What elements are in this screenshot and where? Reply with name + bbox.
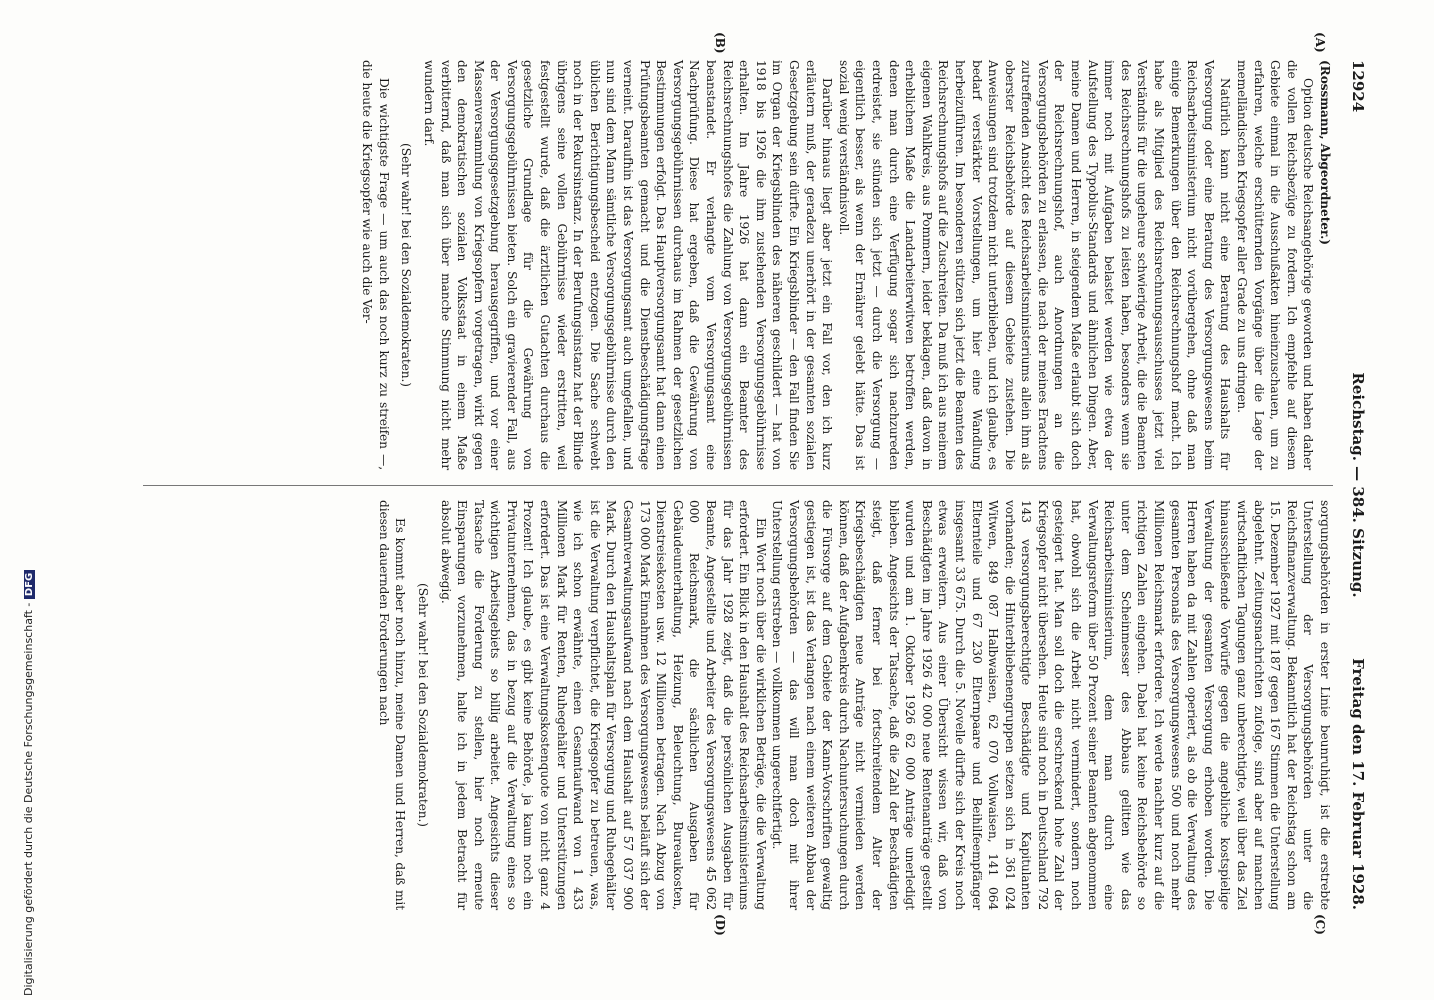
page-title: Reichstag. — 384. Sitzung. [1349,372,1367,598]
margin-marker-c: (C) [1313,914,1327,935]
margin-marker-b: (B) [713,32,727,54]
footer-text: Digitalisierung gefördert durch die Deutsche Forschungsgemeinschaft - [22,602,35,996]
interjection: (Sehr wahr! bei den Sozialdemokraten.) [399,143,414,387]
speaker-label: (Rossmann, Abgeordneter.) [1318,60,1332,245]
paragraph: Darüber hinaus liegt aber jetzt ein Fall vor, den ich kurz erläutern muß, der geradezu unerhört in der gesamten sozialen Gesetzgebung sein dürfte. Ein Kriegsblinder — den Fall finden Sie im Organ der Kriegsblinden des näheren geschildert — hat von 1918 bis 1926 die ihm zustehenden Versorgungsgebührnisse erhalten. Im Jahre 1926 hat dann ein Beamter des Reichsrechnungshofes die Zahlung von Versorgungsgebührnissen beanstandet. Er verlangte vom Versorgungsamt eine Nachprüfung. Diese hat ergeben, daß die Gewährung von Versorgungsgebührnissen durchaus im Rahmen der gesetzlichen Bestimmungen erfolgt. Das Hauptversorgungsamt hat dann einen Prüfungsbeamten gemacht und die Dienstbeschädigungsfrage verneint. Daraufhin ist das Versorgungsamt auch umgefallen, und nun sind dem Mann sämtliche Versorgungsgebührnisse durch den üblichen Berichtigungsbescheid entzogen. Die Sache schwebt noch in der Rekursinstanz. In der Berufungsinstanz hat der Blinde übrigens seine vollen Gebührnisse wieder erstritten, weil festgestellt wurde, daß die ärztlichen Gutachten durchaus die gesetzliche Grundlage für die Gewährung von Versorgungsgebührnissen bieten. Solch ein gravierender Fall, aus der Versorgungsgesetzgebung herausgegriffen, und vor einer Massenversammlung von Kriegsopfern vorgetragen, wirkt gegen den demokratischen sozialen Volksstaat in einem Maße verbitternd, daß man sich über manche Stimmung nicht mehr wundern darf. [421,60,835,470]
page-header [1343,60,1367,910]
interjection: (Sehr wahr! bei den Sozialdemokraten.) [415,583,430,827]
dfg-logo: DFG [24,570,35,599]
page-number: 12924 [1349,60,1367,113]
margin-marker-d: (D) [713,914,727,936]
paragraph: Ein Wort noch über die wirklichen Beträge, die die Verwaltung erfordert. Ein Blick in den Haushalt des Reichsarbeitsministeriums für das Jahr 1928 zeigt, daß die persönlichen Ausgaben für Beamte, Angestellte und Arbeiter des Versorgungswesens 45 062 000 Reichsmark, die sächlichen Ausgaben für Gebäudeunterhaltung, Heizung, Beleuchtung, Bureaukosten, Dienstreisekosten usw. 12 Millionen betragen. Nach Abzug von 173 000 Mark Einnahmen des Versorgungswesens beläuft sich der Gesamtverwaltungsaufwand nach dem Haushalt auf 57 037 900 Mark. Durch den Haushaltsplan für Versorgung und Ruhegehälter ist die Verwaltung verpflichtet, die Kriegsopfer zu betreuen, was, wie ich schon erwähnte, einen Gesamtaufwand von 1 433 Millionen Mark für Renten, Ruhegehälter und Unterstützungen erfordert. Das ist eine Verwaltungskostenquote von nicht ganz 4 Prozent! Ich glaube, es gibt keine Behörde, ja kaum noch ein Privatunternehmen, das in bezug auf die Verwaltung eines so wichtigen Arbeitsgebiets so billig arbeitet. Angesichts dieser Tatsache die Forderung zu stellen, hier noch erneute Einsparungen vorzunehmen, halte ich in jedem Betracht für absolut abwegig. [438,500,768,910]
rotated-document-page [127,32,1367,936]
margin-marker-a: (A) [1313,32,1327,53]
paragraph: Natürlich kann nicht eine Beratung des Haushalts für Versorgung oder eine Beratung des Versorgungswesens beim Reichsarbeitsministerium nicht vorübergehen, ohne daß man einige Bemerkungen über den Reichsrechnungshof macht. Ich habe als Mitglied des Reichsrechnungsausschusses jetzt viel Verständnis für die ungeheure schwierige Arbeit, die die Beamten des Reichsrechnungshofs zu leisten haben, besonders wenn sie immer noch mit Aufgaben belastet werden wie etwa der Aufstellung des Typoblus-Standards und ähnlichen Dingen. Aber, meine Damen und Herren, in steigendem Maße erlaubt sich doch der Reichsrechnungshof, auch Anordnungen an die Versorgungsbehörden zu erlassen, die nach der meines Erachtens zutreffenden Ansicht des Reichsarbeitsministeriums allein ihm als oberster Reichsbehörde auf diesem Gebiete zustehen. Die Anweisungen sind trotzdem nicht unterblieben, und ich glaube, es bedarf verstärkter Vorstellungen, um hier eine Wandlung herbeizuführen. Im besonderen stützen sich jetzt die Beamten des Reichsrechnungshofs auf die Zuschreiten. Da muß ich aus meinem eigenen Wahlkreis, aus Pommern, leider beklagen, daß davon in erheblichem Maße die Landarbeiterwitwen betroffen werden, denen man durch eine Verfügung sogar sich nachzureden erdreistet, sie stünden sich jetzt — durch die Versorgung — eigentlich besser, als wenn der Ernährer gelebt hätte. Das ist sozial wenig verständnisvoll. [836,60,1233,470]
digitization-footer [22,0,40,996]
paragraph: Die wichtigste Frage — um auch das noch kurz zu streifen —, die heute die Kriegsopfer wie auch die Ver- [360,60,391,470]
column-divider [143,485,1333,486]
page-date: Freitag den 17. Februar 1928. [1349,658,1367,910]
paragraph: Option deutsche Reichsangehörige geworden und haben daher die vollen Reichsbezüge zu fordern. Ich empfehle auf diesem Gebiete einmal in die Ausschußakten hineinzuschauen, um zu erfahren, welche erschütternden Vorgänge über die Lage der memelländischen Kriegsopfer aller Grade zu uns dringen. [1235,60,1316,470]
paragraph: sorgungsbehörden in erster Linie beunruhigt, ist die erstrebte Unterstellung der Versorgungsbehörden unter die Reichsfinanzverwaltung. Bekanntlich hat der Reichstag schon am 15. Dezember 1927 mit 187 gegen 167 Stimmen die Unterstellung abgelehnt. Zeitungsnachrichten zufolge, sind aber auf manchen wirtschaftlichen Tagungen ganz unberechtigte, weil über das Ziel hinausschießende Vorwürfe gegen die angebliche kostspielige Verwaltung der gesamten Versorgung erhoben worden. Die Herren haben da mit Zahlen operiert, als ob die Verwaltung des gesamten Personals des Versorgungswesens 500 und noch mehr Millionen Reichsmark erfordere. Ich werde nachher kurz auf die richtigen Zahlen eingehen. Dabei hat keine Reichsbehörde so unter dem Scheinmesser des Abbaus gelitten wie das Reichsarbeitsministerium, dem man durch eine Verwaltungsreform über 50 Prozent seiner Beamten abgenommen hat, obwohl sich die Arbeit nicht vermindert, sondern noch gesteigert hat. Man soll doch die erschreckend hohe Zahl der Kriegsopfer nicht übersehen. Heute sind noch in Deutschland 792 143 versorgungsberechtigte Beschädigte und Kapitulanten vorhanden; die Hinterbliebenengruppen setzen sich in 361 024 Witwen, 849 087 Halbwaisen, 62 070 Vollwaisen, 141 064 Elternteile und 67 230 Elternpaare und Beihilfeempfänger insgesamt 33 675. Durch die 5. Novelle dürfte sich der Kreis noch etwas erweitern. Aus einer Übersicht wissen wir, daß von Beschädigten im Jahre 1926 42 000 neue Rentenanträge gestellt wurden und am 1. Oktober 1926 62 000 Anträge unerledigt blieben. Angesichts der Tatsache, daß die Zahl der Beschädigten steigt, daß ferner bei fortschreitendem Alter der Kriegsbeschädigten neue Anträge nicht vermieden werden können, daß der Aufgabenkreis durch Nachuntersuchungen durch die Fürsorge auf dem Gebiete der Kann-Vorschriften gewaltig gestiegen ist, ist das Verlangen nach einem weiteren Abbau der Versorgungsbehörden — das will man doch mit ihrer Unterstellung erstreben — vollkommen ungerechtfertigt. [770,500,1332,910]
left-column [359,60,1333,470]
right-column [375,500,1333,910]
paragraph: Es kommt aber noch hinzu, meine Damen und Herren, daß mit diesen dauernden Forderungen nach [376,500,408,910]
